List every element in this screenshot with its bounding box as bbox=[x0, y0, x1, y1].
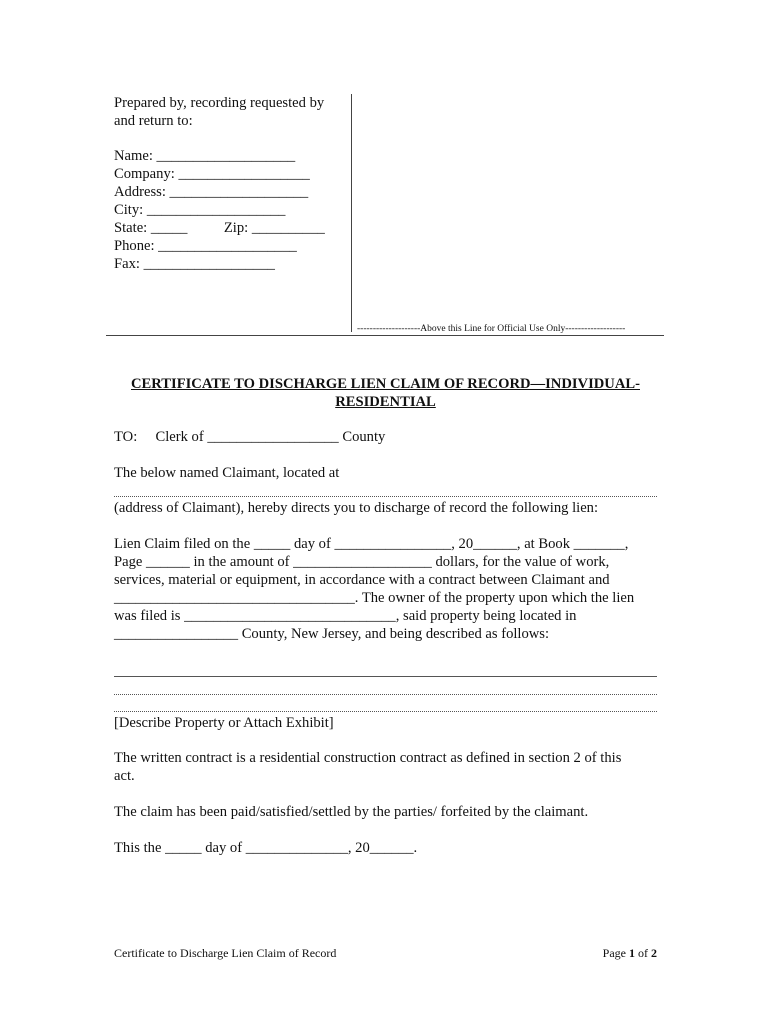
prepared-by-heading-1: Prepared by, recording requested by bbox=[114, 95, 325, 111]
contract-statement-line1: The written contract is a residential construction contract as defined in section 2 of this bbox=[114, 750, 622, 766]
address-field[interactable]: Address: ___________________ bbox=[114, 184, 309, 200]
date-line[interactable]: This the _____ day of ______________, 20______. bbox=[114, 840, 418, 856]
claimant-address-line[interactable] bbox=[114, 496, 657, 497]
page-total: 2 bbox=[651, 946, 657, 960]
describe-property-note: [Describe Property or Attach Exhibit] bbox=[114, 715, 334, 731]
claimant-directs-text: (address of Claimant), hereby directs you to discharge of record the following lien: bbox=[114, 500, 599, 516]
claimant-intro: The below named Claimant, located at bbox=[114, 465, 340, 481]
phone-field[interactable]: Phone: ___________________ bbox=[114, 238, 297, 254]
claim-paid-statement: The claim has been paid/satisfied/settled by the parties/ forfeited by the claimant. bbox=[114, 804, 589, 820]
property-description-line-2[interactable] bbox=[114, 694, 657, 695]
lien-paragraph-line2: Page ______ in the amount of ___________________ dollars, for the value of work, bbox=[114, 554, 610, 570]
property-description-line-3[interactable] bbox=[114, 711, 657, 712]
page-prefix: Page bbox=[602, 946, 629, 960]
fax-field[interactable]: Fax: __________________ bbox=[114, 256, 275, 272]
lien-paragraph-line3: services, material or equipment, in accordance with a contract between Claimant and bbox=[114, 572, 610, 588]
recording-area-divider bbox=[351, 94, 352, 332]
document-title-line2: RESIDENTIAL bbox=[335, 394, 436, 410]
city-field[interactable]: City: ___________________ bbox=[114, 202, 286, 218]
prepared-by-heading-2: and return to: bbox=[114, 113, 193, 129]
lien-paragraph-line1: Lien Claim filed on the _____ day of ________________, 20______, at Book _______, bbox=[114, 536, 629, 552]
lien-paragraph-line5: was filed is _____________________________, said property being located in bbox=[114, 608, 577, 624]
official-use-rule bbox=[106, 335, 664, 336]
document-title-line1: CERTIFICATE TO DISCHARGE LIEN CLAIM OF RECORD—INDIVIDUAL- bbox=[131, 376, 640, 392]
contract-statement-line2: act. bbox=[114, 768, 135, 784]
property-description-line-1[interactable] bbox=[114, 676, 657, 677]
page-of: of bbox=[635, 946, 651, 960]
name-field[interactable]: Name: ___________________ bbox=[114, 148, 296, 164]
official-use-label: --------------------Above this Line for Official Use Only------------------- bbox=[357, 324, 626, 334]
to-clerk-line[interactable]: TO: Clerk of __________________ County bbox=[114, 429, 386, 445]
footer-document-name: Certificate to Discharge Lien Claim of Record bbox=[114, 946, 337, 960]
company-field[interactable]: Company: __________________ bbox=[114, 166, 310, 182]
lien-paragraph-line4: _________________________________. The owner of the property upon which the lien bbox=[114, 590, 635, 606]
page-number bbox=[603, 946, 657, 961]
state-zip-field[interactable]: State: _____ Zip: __________ bbox=[114, 220, 325, 236]
page-current: 1 bbox=[629, 946, 635, 960]
lien-paragraph-line6: _________________ County, New Jersey, and being described as follows: bbox=[114, 626, 550, 642]
